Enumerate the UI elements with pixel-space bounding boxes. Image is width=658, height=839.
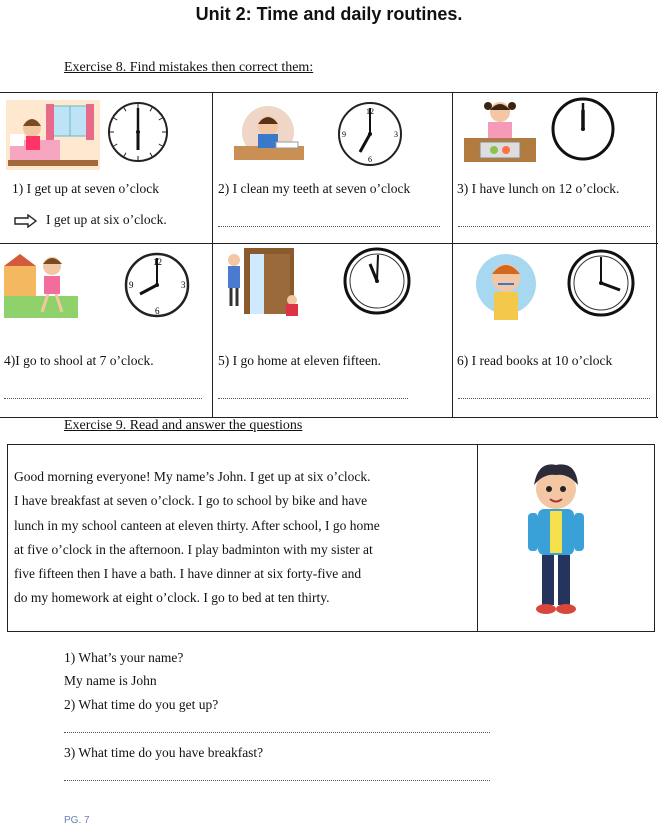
svg-text:3: 3 xyxy=(394,130,398,139)
clock-6-icon xyxy=(566,248,636,318)
svg-text:12: 12 xyxy=(366,107,374,116)
answer-line-4[interactable] xyxy=(4,398,202,399)
clock-3-icon xyxy=(550,96,616,162)
answer-line-5[interactable] xyxy=(218,398,408,399)
answer-line-2[interactable] xyxy=(218,226,440,227)
question-2: 2) What time do you get up? xyxy=(64,697,219,712)
exercise-8-heading: Exercise 8. Find mistakes then correct them: xyxy=(64,60,314,75)
answer-line-6[interactable] xyxy=(458,398,650,399)
svg-text:6: 6 xyxy=(155,306,160,316)
passage-line: do my homework at eight o’clock. I go to bed at ten thirty. xyxy=(14,590,330,606)
passage-line: I have breakfast at seven o’clock. I go to school by bike and have xyxy=(14,493,368,509)
passage-line: at five o’clock in the afternoon. I play badminton with my sister at xyxy=(14,541,373,557)
girl-lunch-picture xyxy=(464,98,536,170)
passage-line: five fifteen then I have a bath. I have dinner at six forty-five and xyxy=(14,566,362,582)
exercise-8-sentence-6: 6) I read books at 10 o’clock xyxy=(457,353,613,368)
svg-text:9: 9 xyxy=(342,130,346,139)
page-number: PG. 7 xyxy=(64,815,90,826)
svg-text:9: 9 xyxy=(129,280,134,290)
reading-passage xyxy=(14,465,474,611)
page-title: Unit 2: Time and daily routines. xyxy=(195,4,463,24)
exercise-8-sentence-5: 5) I go home at eleven fifteen. xyxy=(218,353,382,368)
exercise-8-sentence-1: 1) I get up at seven o’clock xyxy=(12,181,159,196)
arrow-right-icon xyxy=(14,214,38,228)
answer-line-3[interactable] xyxy=(458,226,650,227)
clock-2-icon xyxy=(336,100,404,168)
passage-line: Good morning everyone! My name’s John. I get up at six o’clock. xyxy=(14,469,371,484)
girl-walking-picture xyxy=(4,250,78,318)
answer-1: My name is John xyxy=(64,673,157,688)
answer-line-q3[interactable] xyxy=(64,780,490,781)
exercise-8-answer-1: I get up at six o’clock. xyxy=(46,212,167,227)
clock-5-icon xyxy=(342,246,412,316)
exercise-9-heading: Exercise 9. Read and answer the questions xyxy=(64,418,303,433)
svg-text:6: 6 xyxy=(368,155,372,164)
question-3: 3) What time do you have breakfast? xyxy=(64,745,264,760)
clock-1-icon xyxy=(106,100,170,164)
question-1: 1) What’s your name? xyxy=(64,650,184,665)
clock-4-icon xyxy=(122,250,192,320)
passage-line: lunch in my school canteen at eleven thirty. After school, I go home xyxy=(14,517,380,533)
boy-studying-picture xyxy=(230,104,308,164)
john-boy-picture xyxy=(516,457,596,617)
svg-text:12: 12 xyxy=(153,257,162,267)
exercise-8-sentence-3: 3) I have lunch on 12 o’clock. xyxy=(457,181,620,196)
exercise-8-sentence-4: 4)I go to shool at 7 o’clock. xyxy=(4,353,154,368)
child-at-door-picture xyxy=(220,246,306,324)
svg-text:3: 3 xyxy=(181,280,186,290)
bedroom-girl-picture xyxy=(6,100,100,170)
reading-box xyxy=(7,444,655,632)
answer-line-q2[interactable] xyxy=(64,732,490,733)
exercise-8-sentence-2: 2) I clean my teeth at seven o’clock xyxy=(218,181,411,196)
boy-brushing-teeth-picture xyxy=(470,250,542,324)
